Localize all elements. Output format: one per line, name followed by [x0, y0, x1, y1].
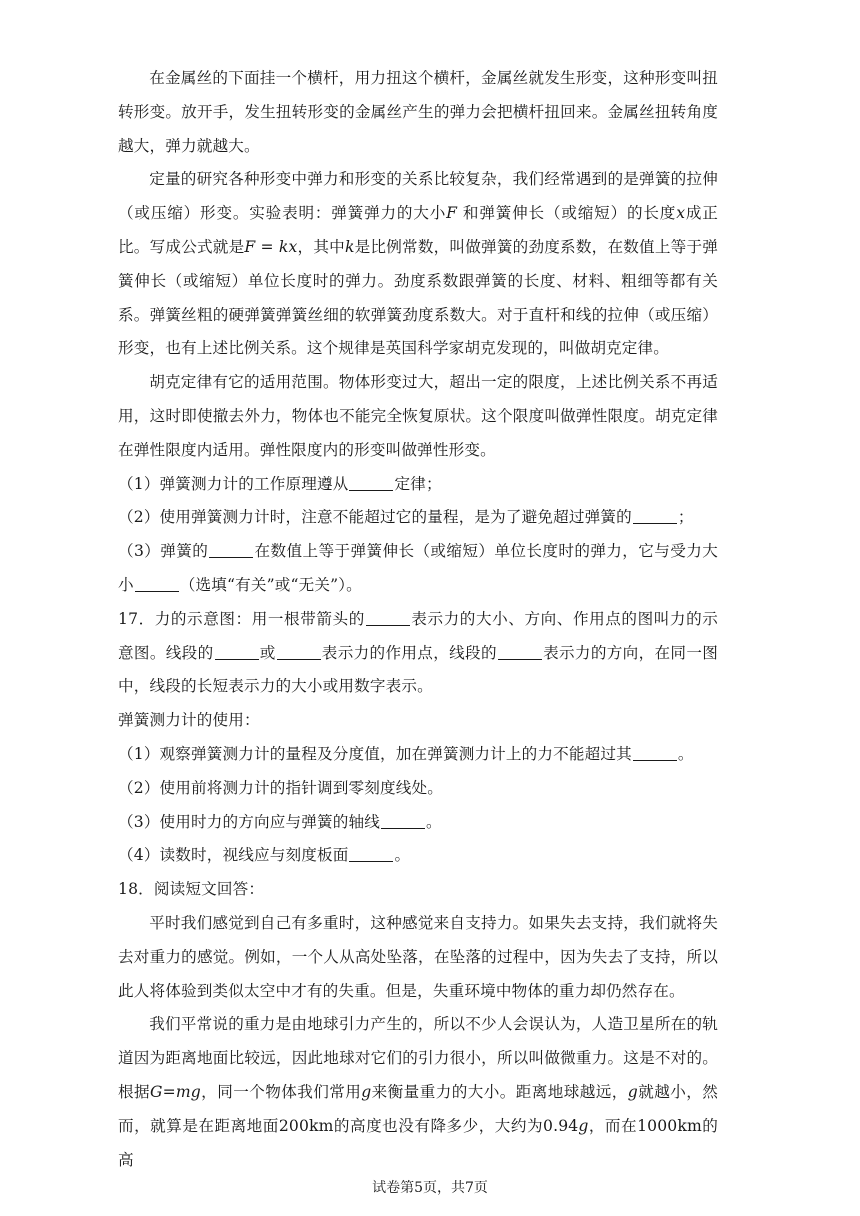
answer-blank[interactable] [366, 611, 410, 626]
variable-k: k [344, 237, 355, 256]
answer-blank[interactable] [277, 645, 321, 660]
question-17-step-4 [118, 839, 718, 873]
paragraph-text: 和弹簧伸长（或缩短）的长度 [457, 204, 677, 223]
question-text: ； [677, 508, 694, 527]
question-text: 或 [259, 643, 276, 662]
paragraph-elastic-limit [118, 366, 718, 467]
variable-F: F [446, 204, 458, 223]
question-16-3 [118, 535, 718, 603]
paragraph-text: 平时我们感觉到自己有多重时，这种感觉来自支持力。如果失去支持，我们就将失去对重力的感觉。例如，一个人从高处坠落，在坠落的过程中，因为失去了支持，所以此人将体验到类似太空中才有的失重。但是，失重环境中物体的重力却仍然存在。 [118, 913, 718, 1000]
question-text: 17．力的示意图：用一根带箭头的 [118, 609, 365, 628]
question-text: （4）读数时，视线应与刻度板面 [118, 846, 349, 865]
question-16-1 [118, 468, 718, 502]
paragraph-text: 是比例常数，叫做弹簧的劲度系数，在数值上等于弹簧伸长（或缩短）单位长度时的弹力。劲度系数跟弹簧的长度、材料、粗细等都有关系。弹簧丝粗的硬弹簧弹簧丝细的软弹簧劲度系数大。对于直杆和线的拉伸（或压缩）形变，也有上述比例关系。这个规律是英国科学家胡克发现的，叫做胡克定律。 [118, 237, 718, 358]
question-text: （选填“有关”或“无关”）。 [179, 575, 362, 594]
paragraph-torsion [118, 62, 718, 163]
answer-blank[interactable] [209, 543, 253, 558]
question-text: （3）弹簧的 [118, 542, 209, 561]
question-17 [118, 603, 718, 704]
answer-blank[interactable] [215, 645, 259, 660]
answer-blank[interactable] [633, 746, 677, 761]
answer-blank[interactable] [381, 814, 425, 829]
variable-g: g [361, 1082, 372, 1101]
question-17-step-2 [118, 772, 718, 806]
paragraph-text: 我们平常说的重力是由地球引力产生的，所以不少人会误认为，人造卫星所在的轨道因为距离地面比较远，因此地球对它们的引力很小，所以叫做微重力。这是不对的。根据 [118, 1015, 718, 1101]
answer-blank[interactable] [135, 577, 179, 592]
paragraph-weightlessness [118, 907, 718, 1008]
paragraph-text: 胡克定律有它的适用范围。物体形变过大，超出一定的限度，上述比例关系不再适用，这时即使撤去外力，物体也不能完全恢复原状。这个限度叫做弹性限度。胡克定律在弹性限度内适用。弹性限度内的形变叫做弹性形变。 [118, 373, 718, 459]
question-text: 定律； [394, 474, 442, 493]
question-16-2 [118, 501, 718, 535]
paragraph-text: ，而在1000km的高 [118, 1116, 718, 1169]
question-text: 18．阅读短文回答： [118, 880, 265, 899]
page-content [118, 62, 718, 1177]
section-heading [118, 704, 718, 738]
question-text: （1）弹簧测力计的工作原理遵从 [118, 474, 349, 493]
paragraph-text: 就越小，然而，就算是在距离地面200km的高度也没有降多少，大约为0.94 [118, 1082, 718, 1135]
question-text: （2）使用前将测力计的指针调到零刻度线处。 [118, 778, 443, 797]
answer-blank[interactable] [349, 847, 393, 862]
paragraph-text: ，其中 [297, 237, 345, 256]
paragraph-text: 来衡量重力的大小。距离地球越远， [371, 1082, 628, 1101]
page-number: 试卷第5页，共7页 [372, 1180, 488, 1196]
question-text: （3）使用时力的方向应与弹簧的轴线 [118, 812, 380, 831]
paragraph-text: 成正比。写成公式就是 [118, 204, 718, 256]
answer-blank[interactable] [349, 476, 393, 491]
variable-g: g [578, 1116, 589, 1135]
heading-text: 弹簧测力计的使用： [118, 711, 260, 730]
paragraph-text: 定量的研究各种形变中弹力和形变的关系比较复杂，我们经常遇到的是弹簧的拉伸（或压缩）形变。实验表明：弹簧弹力的大小 [118, 170, 718, 223]
paragraph-hooke [118, 163, 718, 366]
formula-hooke: F = kx [244, 237, 298, 256]
variable-x: x [676, 204, 686, 223]
answer-blank[interactable] [633, 509, 677, 524]
question-text: （1）观察弹簧测力计的量程及分度值，加在弹簧测力计上的力不能超过其 [118, 744, 632, 763]
question-text: （2）使用弹簧测力计时，注意不能超过它的量程，是为了避免超过弹簧的 [118, 508, 632, 527]
question-text: 表示力的作用点，线段的 [321, 643, 497, 662]
page-footer [0, 1177, 860, 1197]
question-text: 在数值上等于弹簧伸长（或缩短）单位长度时的弹力，它与受力大小 [118, 542, 718, 594]
question-17-step-1 [118, 738, 718, 772]
question-text: 。 [677, 744, 694, 763]
question-17-step-3 [118, 806, 718, 840]
paragraph-gravity [118, 1008, 718, 1177]
question-text: 。 [394, 846, 411, 865]
question-text: 表示力的大小、方向、作用点的图叫力的示意图。线段的 [118, 609, 718, 662]
question-18-title [118, 873, 718, 907]
question-text: 表示力的方向，在同一图中，线段的长短表示力的大小或用数字表示。 [118, 643, 718, 696]
question-text: 。 [425, 812, 442, 831]
formula-gravity: G=mg [150, 1082, 201, 1101]
variable-g: g [627, 1082, 638, 1101]
paragraph-text: 在金属丝的下面挂一个横杆，用力扭这个横杆，金属丝就发生形变，这种形变叫扭转形变。放开手，发生扭转形变的金属丝产生的弹力会把横杆扭回来。金属丝扭转角度越大，弹力就越大。 [118, 69, 718, 155]
answer-blank[interactable] [498, 645, 542, 660]
paragraph-text: ，同一个物体我们常用 [200, 1082, 362, 1101]
